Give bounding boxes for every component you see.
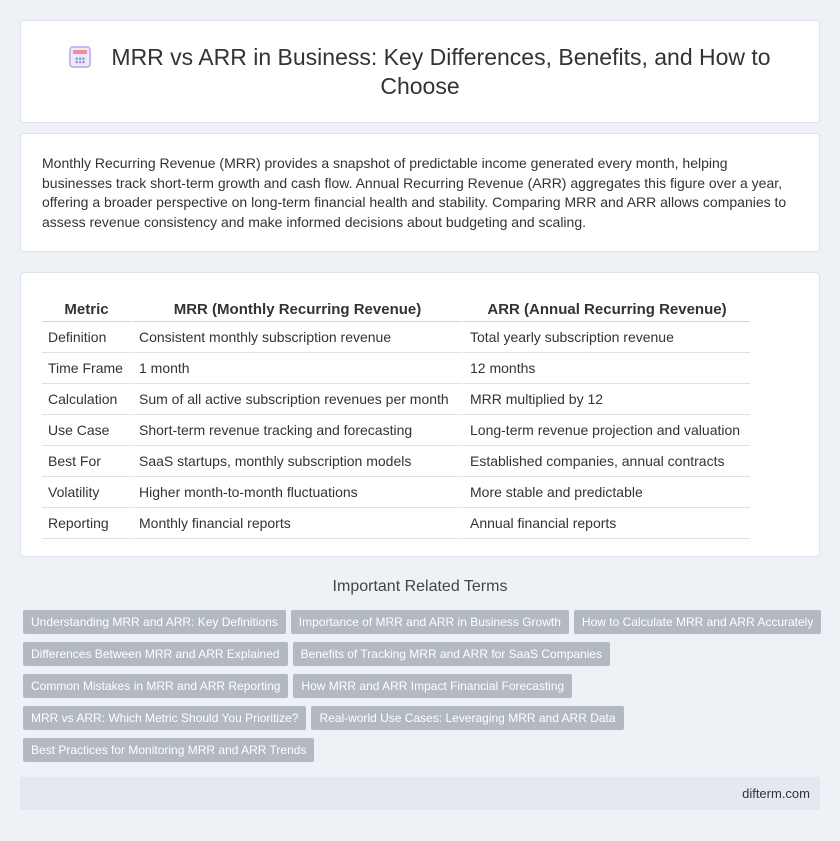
mrr-cell: Sum of all active subscription revenues per month — [131, 384, 462, 415]
related-terms-list — [23, 610, 813, 770]
related-term-link[interactable]: How MRR and ARR Impact Financial Forecasting — [293, 674, 572, 698]
table-row — [42, 384, 750, 415]
intro-card — [20, 133, 820, 252]
related-term-link[interactable]: Importance of MRR and ARR in Business Growth — [291, 610, 569, 634]
mrr-cell: Consistent monthly subscription revenue — [131, 322, 462, 353]
arr-cell: More stable and predictable — [462, 477, 750, 508]
related-terms-heading: Important Related Terms — [332, 578, 508, 595]
table-header-row — [42, 295, 750, 322]
arr-cell: Annual financial reports — [462, 508, 750, 539]
table-row — [42, 446, 750, 477]
arr-cell: Total yearly subscription revenue — [462, 322, 750, 353]
related-term-link[interactable]: Best Practices for Monitoring MRR and ARR Trends — [23, 738, 314, 762]
footer-bar — [20, 777, 820, 810]
related-term-link[interactable]: Understanding MRR and ARR: Key Definitions — [23, 610, 286, 634]
mrr-cell: Higher month-to-month fluctuations — [131, 477, 462, 508]
arr-cell: Established companies, annual contracts — [462, 446, 750, 477]
table-row — [42, 508, 750, 539]
header-arr: ARR (Annual Recurring Revenue) — [462, 295, 750, 322]
arr-cell: MRR multiplied by 12 — [462, 384, 750, 415]
arr-cell: 12 months — [462, 353, 750, 384]
related-term-link[interactable]: How to Calculate MRR and ARR Accurately — [574, 610, 821, 634]
page-title-row — [21, 43, 819, 101]
arr-cell: Long-term revenue projection and valuation — [462, 415, 750, 446]
metric-cell: Use Case — [42, 415, 131, 446]
table-row — [42, 322, 750, 353]
related-term-link[interactable]: Common Mistakes in MRR and ARR Reporting — [23, 674, 288, 698]
table-row — [42, 353, 750, 384]
mrr-cell: 1 month — [131, 353, 462, 384]
header-metric: Metric — [42, 295, 131, 322]
related-term-link[interactable]: Real-world Use Cases: Leveraging MRR and ARR Data — [311, 706, 623, 730]
related-term-link[interactable]: Differences Between MRR and ARR Explained — [23, 642, 288, 666]
mrr-cell: Monthly financial reports — [131, 508, 462, 539]
calendar-icon — [69, 46, 91, 68]
metric-cell: Best For — [42, 446, 131, 477]
metric-cell: Definition — [42, 322, 131, 353]
intro-paragraph: Monthly Recurring Revenue (MRR) provides a snapshot of predictable income generated every month, helping businesses track short-term growth and cash flow. Annual Recurring Revenue (ARR) aggregates this figure over a year, offering a broader perspective on long-term financial health and stability. Comparing MRR and ARR allows companies to assess revenue consistency and make informed decisions about budgeting and scaling. — [42, 155, 787, 230]
page-title: MRR vs ARR in Business: Key Differences, Benefits, and How to Choose — [111, 44, 771, 99]
header-mrr: MRR (Monthly Recurring Revenue) — [131, 295, 462, 322]
metric-cell: Volatility — [42, 477, 131, 508]
header-card — [20, 20, 820, 123]
mrr-cell: SaaS startups, monthly subscription models — [131, 446, 462, 477]
metric-cell: Calculation — [42, 384, 131, 415]
comparison-card — [20, 272, 820, 557]
comparison-table — [42, 295, 750, 539]
table-row — [42, 415, 750, 446]
mrr-cell: Short-term revenue tracking and forecasting — [131, 415, 462, 446]
metric-cell: Time Frame — [42, 353, 131, 384]
site-link[interactable]: difterm.com — [742, 786, 810, 801]
related-term-link[interactable]: MRR vs ARR: Which Metric Should You Prioritize? — [23, 706, 306, 730]
table-row — [42, 477, 750, 508]
metric-cell: Reporting — [42, 508, 131, 539]
related-term-link[interactable]: Benefits of Tracking MRR and ARR for SaaS Companies — [293, 642, 610, 666]
